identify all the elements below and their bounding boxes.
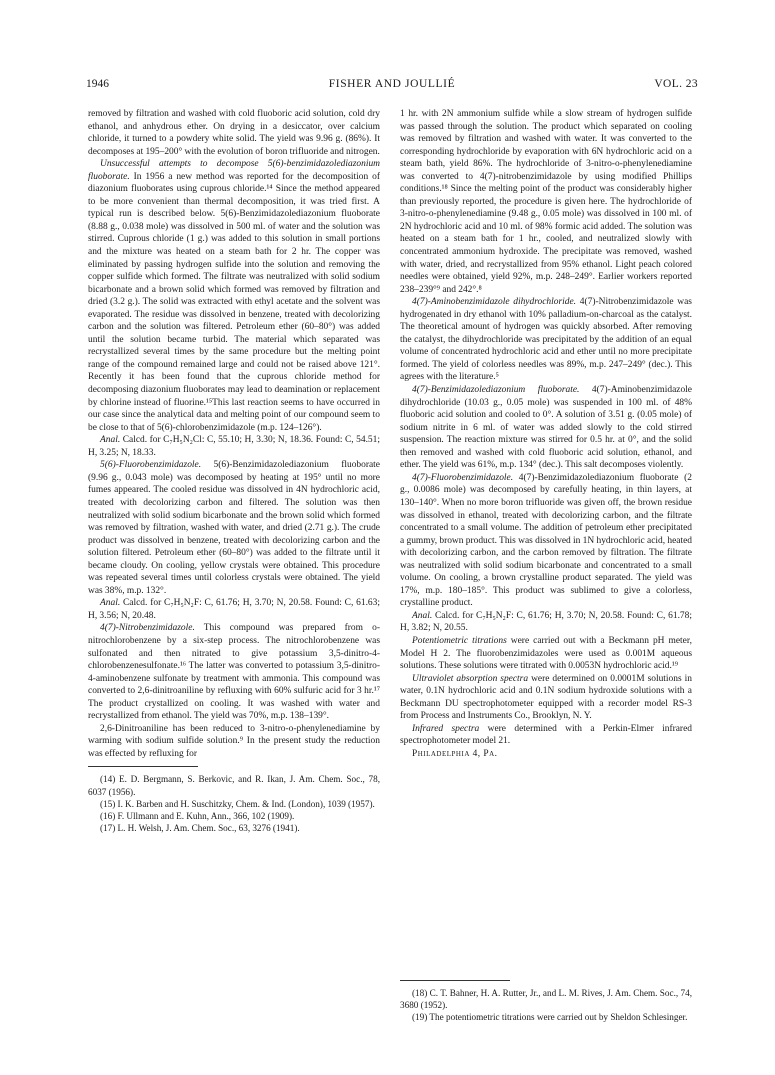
section-title: Potentiometric titrations — [412, 635, 507, 646]
footnote: (14) E. D. Bergmann, S. Berkovic, and R. Ikan, J. Am. Chem. Soc., 78, 6037 (1956). — [88, 774, 380, 797]
page-number: 1946 — [86, 78, 109, 90]
paragraph-body: were determined on 0.0001M solutions in water, 0.1N hydrochloric acid and 0.1N sodium hydroxide solutions with a Beckmann DU spectrophotometer equipped with a recorder model RS-3 from Process and Instruments Co., Brooklyn, N. Y. — [400, 673, 692, 722]
volume-label: VOL. 23 — [654, 78, 698, 90]
analysis-line — [88, 434, 380, 459]
section-title: 4(7)-Benzimidazolediazonium fluoborate. — [412, 385, 580, 396]
paragraph: 1 hr. with 2N ammonium sulfide while a slow stream of hydrogen sulfide was passed through the solution. The product which separated on cooling was removed by filtration and washed with water. It was converted to the corresponding hydrochloride by evaporation with 6N hydrochloric acid on a steam bath, yield 86%. The hydrochloride of 3-nitro-o-phenylenediamine was converted to 4(7)-nitrobenzimidazole by using modified Phillips conditions.¹⁸ Since the melting point of the product was considerably higher than previously reported, the procedure is given here. The hydrochloride of 3-nitro-o-phenylenediamine (9.48 g., 0.05 mole) was dissolved in 100 ml. of 2N hydrochloric acid and 10 ml. of 98% formic acid added. The solution was heated on a steam bath for 1 hr., cooled, and neutralized slowly with concentrated ammonium hydroxide. The precipitate was removed, washed with water, dried, and recrystallized from 95% ethanol. Light peach colored needles were obtained, yield 92%, m.p. 248–249°. Earlier workers reported 238–239°⁹ and 242°.⁸ — [400, 109, 692, 295]
analysis-line — [88, 597, 380, 622]
running-title: FISHER AND JOULLIÉ — [328, 78, 456, 90]
paragraph — [400, 296, 692, 384]
anal-body: Calcd. for C₇H₅N₂F: C, 61.76; H, 3.70; N, 20.58. Found: C, 61.78; H, 3.82; N, 20.55. — [400, 610, 692, 634]
right-column — [400, 108, 692, 760]
paragraph-body: 5(6)-Benzimidazolediazonium fluoborate (9.96 g., 0.043 mole) was decomposed by heating at 195° until no more fumes appeared. The cooled residue was dissolved in 4N hydrochloric acid, treated with decolorizing carbon and filtered. The solution was then neutralized with solid sodium bicarbonate and the brown solid which formed was removed by filtration, washed with water, and dried (2.71 g.). The crude product was dissolved in benzene, treated with decolorizing carbon and the solution filtered. Petroleum ether (60–80°) was added to the filtrate until it became cloudy. On cooling, yellow crystals were obtained. This procedure was repeated several times until colorless crystals were obtained. The yield was 38%, m.p. 132°. — [88, 460, 380, 596]
left-column — [88, 108, 380, 834]
section-title: 4(7)-Fluorobenzimidazole. — [412, 472, 514, 483]
section-title: 4(7)-Aminobenzimidazole dihydrochloride. — [412, 297, 577, 308]
paragraph — [400, 723, 692, 748]
footnote-rule — [88, 766, 198, 767]
footnote: (15) I. K. Barben and H. Suschitzky, Chem. & Ind. (London), 1039 (1957). — [100, 798, 375, 809]
footnote: (19) The potentiometric titrations were carried out by Sheldon Schlesinger. — [412, 1012, 688, 1023]
section-title: Infrared spectra — [412, 723, 480, 734]
section-title: Ultraviolet absorption spectra — [412, 673, 529, 684]
section-title: Unsuccessful attempts to decompose 5(6)-benzimidazolediazonium fluoborate. — [88, 159, 380, 182]
paragraph — [88, 158, 380, 434]
paragraph-body: 4(7)-Aminobenzimidazole dihydrochloride (10.03 g., 0.05 mole) was suspended in 100 ml. of 48% fluoboric acid solution and cooled to 0°. A solution of 3.51 g. (0.05 mole) of sodium nitrite in 6 ml. of water was added slowly to the cold stirred suspension. The reaction mixture was stirred for 0.5 hr. at 0°, and the solid then removed and washed with cold fluoboric acid solution, ethanol, and ether. The yield was 61%, m.p. 134° (dec.). This salt decomposes violently. — [400, 385, 692, 471]
paragraph-body: 4(7)-Nitrobenzimidazole was hydrogenated in dry ethanol with 10% palladium-on-charcoal as the catalyst. The theoretical amount of hydrogen was quickly absorbed. After removing the catalyst, the dihydrochloride was precipitated by the addition of an equal volume of concentrated hydrochloric acid and ether until no more precipitate formed. The yield of colorless needles was 89%, m.p. 247–249° (dec.). This agrees with the literature.⁵ — [400, 297, 692, 383]
paragraph-body: were determined with a Perkin-Elmer infrared spectrophotometer model 21. — [400, 723, 692, 747]
anal-body: Calcd. for C₇H₅N₂Cl: C, 55.10; H, 3.30; N, 18.36. Found: C, 54.51; H, 3.25; N, 18.33. — [88, 435, 380, 458]
paragraph-body: In 1956 a new method was reported for the decomposition of diazonium fluoborates using cuprous chloride.¹⁴ Since the method appeared to be more convenient than thermal decomposition, it was tried first. A typical run is described below. 5(6)-Benzimidazolediazonium fluoborate (8.88 g., 0.038 mole) was dissolved in 500 ml. of water and the solution was stirred. Cuprous chloride (1 g.) was added to this solution in small portions and the mixture was heated on a steam bath for 2 hr. The copper was eliminated by passing hydrogen sulfide into the solution and removing the copper sulfide which formed. The filtrate was neutralized with solid sodium bicarbonate and a brown solid which formed was removed by filtration and dried (3.2 g.). The solid was extracted with ethyl acetate and the solvent was evaporated. The residue was dissolved in benzene, treated with decolorizing carbon and the solution was filtered. Petroleum ether (60–80°) was added until the solution became turbid. The material which separated was recrystallized several times by the same procedure but the melting point range of the compound remained large and could not be raised above 121°. Recently it has been found that the cuprous chloride method for decomposing diazonium fluoborates may lead to deamination or replacement by chlorine instead of fluorine.¹⁵This last reaction seems to have occurred in our case since the analytical data and melting point of our compound seem to be close to that of 5(6)-chlorobenzimidazole (m.p. 124–126°). — [88, 171, 380, 433]
paragraph — [400, 635, 692, 673]
anal-label: Anal. — [412, 610, 433, 621]
section-title: 4(7)-Nitrobenzimidazole. — [100, 623, 195, 634]
right-footnotes — [400, 974, 692, 1024]
paragraph — [88, 459, 380, 597]
paragraph: removed by filtration and washed with cold fluoboric acid solution, cold dry ethanol, and anhydrous ether. On drying in a desiccator, over calcium chloride, it turned to a powdery white solid. The yield was 9.96 g. (86%). It decomposes at 195–200° with the evolution of boron trifluoride and nitrogen. — [88, 109, 380, 157]
analysis-line — [400, 610, 692, 635]
paragraph — [400, 384, 692, 472]
footnote: (17) L. H. Welsh, J. Am. Chem. Soc., 63, 3276 (1941). — [100, 823, 300, 834]
paragraph-body: This compound was prepared from o-nitrochlorobenzene by a six-step process. The nitrochlorobenzene was sulfonated and then nitrated to give potassium 3,5-dinitro-4-chlorobenzenesulfonate.¹⁶ The latter was converted to potassium 3,5-dinitro-4-aminobenzene sulfonate by treatment with ammonia. This compound was converted to 2,6-dinitroaniline by refluxing with 60% sulfuric acid for 3 hr.¹⁷ The product crystallized on cooling. It was washed with water and recrystallized from ethanol. The yield was 70%, m.p. 138–139°. — [88, 623, 380, 722]
paragraph — [88, 622, 380, 722]
paragraph: 2,6-Dinitroaniline has been reduced to 3-nitro-o-phenylenediamine by warming with sodium sulfide solution.⁹ In the present study the reduction was effected by refluxing for — [88, 723, 380, 759]
section-title: 5(6)-Fluorobenzimidazole. — [100, 460, 202, 471]
footnote: (16) F. Ullmann and E. Kuhn, Ann., 366, 102 (1909). — [100, 811, 295, 822]
paragraph-body: were carried out with a Beckmann pH meter, Model H 2. The fluorobenzimidazoles were used as 0.001M aqueous solutions. These solutions were titrated with 0.0053N hydrochloric acid.¹⁹ — [400, 635, 692, 672]
anal-body: Calcd. for C₇H₅N₂F: C, 61.76; H, 3.70; N, 20.58. Found: C, 61.63; H, 3.56; N, 20.48. — [88, 598, 380, 621]
anal-label: Anal. — [100, 598, 121, 609]
paragraph — [400, 472, 692, 610]
paragraph-body: 4(7)-Benzimidazolediazonium fluoborate (2 g., 0.0086 mole) was decomposed by carefully heating, in thin layers, at 130–140°. When no more boron trifluoride was given off, the brown residue was dissolved in ethanol, treated with decolorizing carbon, and the filtrate concentrated to a small volume. The addition of petroleum ether precipitated a gummy, brown product. This was dissolved in 1N hydrochloric acid, heated with decolorizing carbon, and the carbon removed by filtration. The filtrate was neutralized with solid sodium bicarbonate and concentrated to a small volume. On cooling, a brown crystalline product separated. The yield was 17%, m.p. 180–185°. This product was sublimed to give a colorless, crystalline product. — [400, 472, 692, 609]
running-header — [86, 77, 698, 91]
paragraph — [400, 673, 692, 723]
author-address: Philadelphia 4, Pa. — [412, 748, 498, 759]
footnote: (18) C. T. Bahner, H. A. Rutter, Jr., and L. M. Rives, J. Am. Chem. Soc., 74, 3680 (1952). — [400, 988, 692, 1011]
anal-label: Anal. — [100, 435, 121, 446]
footnote-rule — [400, 980, 510, 981]
